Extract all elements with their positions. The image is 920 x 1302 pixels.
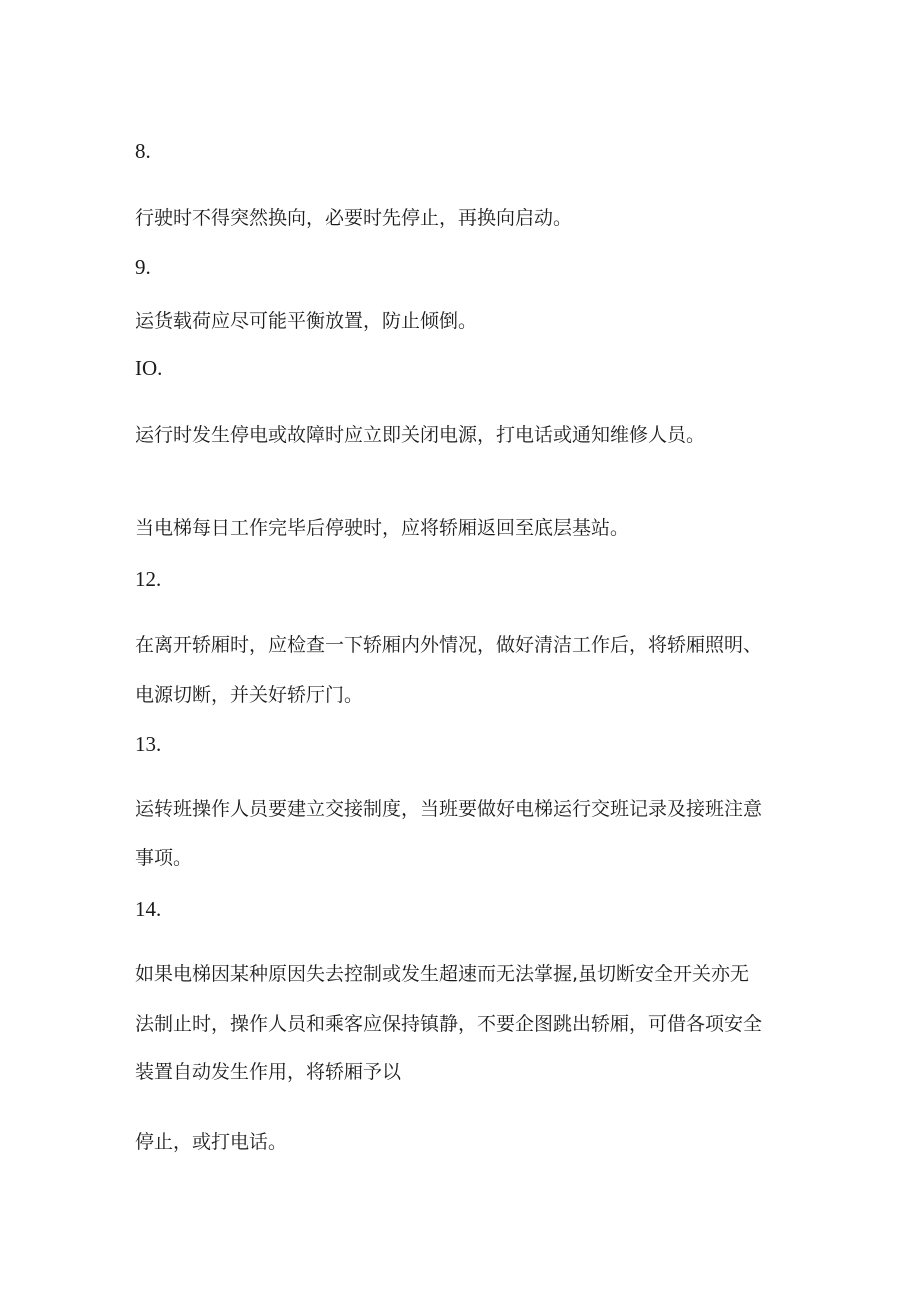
item-14-text-line-2: 法制止时，操作人员和乘客应保持镇静，不要企图跳出轿厢，可借各项安全 (135, 1013, 763, 1035)
item-14-text-line-3: 装置自动发生作用，将轿厢予以 (135, 1061, 402, 1083)
item-13-text-line-2: 事项。 (135, 847, 193, 869)
item-number-13: 13. (135, 732, 162, 756)
item-8-text: 行驶时不得突然换向，必要时先停止，再换向启动。 (135, 207, 573, 229)
item-13-text-line-1: 运转班操作人员要建立交接制度，当班要做好电梯运行交班记录及接班注意 (135, 798, 763, 820)
item-11-text: 当电梯每日工作完毕后停驶时，应将轿厢返回至底层基站。 (135, 517, 630, 539)
item-12-text-line-1: 在离开轿厢时，应检查一下轿厢内外情况，做好清洁工作后，将轿厢照明、 (135, 634, 763, 656)
item-number-8: 8. (135, 139, 151, 163)
item-number-9: 9. (135, 255, 151, 279)
item-number-14: 14. (135, 897, 162, 921)
item-9-text: 运货载荷应尽可能平衡放置，防止倾倒。 (135, 310, 478, 332)
item-12-text-line-2: 电源切断，并关好轿厅门。 (135, 684, 364, 706)
item-10-text: 运行时发生停电或故障时应立即关闭电源，打电话或通知维修人员。 (135, 424, 706, 446)
item-14-text-line-1: 如果电梯因某种原因失去控制或发生超速而无法掌握,虽切断安全开关亦无 (135, 963, 750, 985)
item-number-10: IO. (135, 356, 163, 380)
item-number-12: 12. (135, 567, 162, 591)
item-14-continuation: 停止，或打电话。 (135, 1131, 288, 1153)
